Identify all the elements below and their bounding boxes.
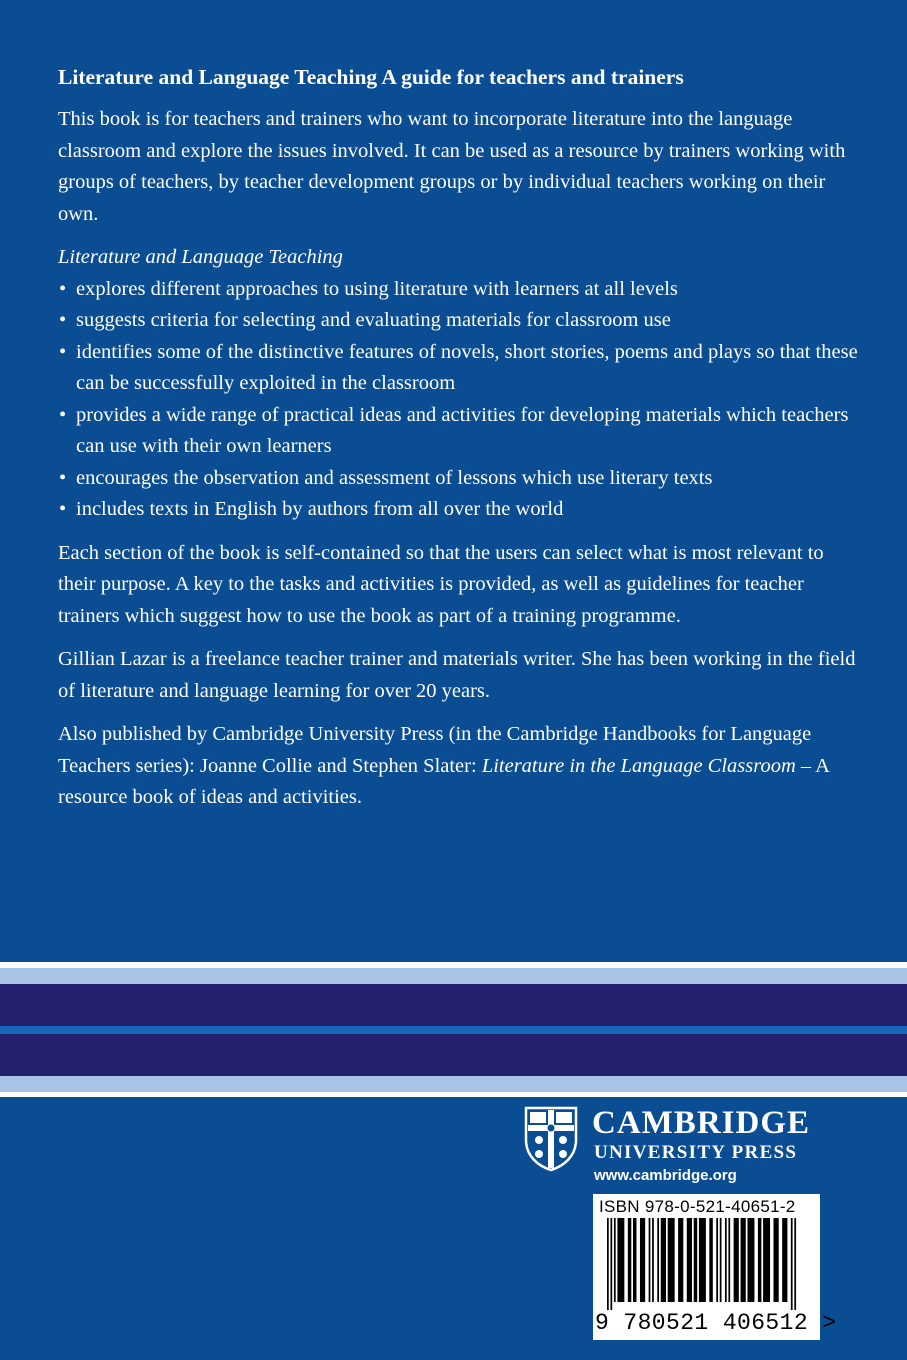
barcode-bar — [734, 1218, 739, 1302]
feature-list — [58, 274, 858, 526]
university-shield-icon — [524, 1106, 578, 1172]
isbn-barcode — [593, 1194, 837, 1340]
stripe-white — [0, 1092, 907, 1097]
feature-item: • includes texts in English by authors from all over the world — [58, 494, 858, 526]
barcode-bar — [774, 1218, 779, 1302]
barcode-bar — [728, 1218, 730, 1302]
publisher-name: CAMBRIDGE — [592, 1105, 811, 1141]
barcode-bar — [747, 1218, 754, 1302]
related-title: Literature in the Language Classroom — [481, 754, 796, 777]
barcode-bar — [716, 1218, 718, 1302]
barcode-bar — [617, 1218, 624, 1302]
barcode-bar — [649, 1218, 651, 1302]
barcode-bar — [678, 1218, 683, 1302]
blurb-text — [58, 62, 858, 826]
barcode-bar — [661, 1218, 666, 1302]
publisher-website: www.cambridge.org — [594, 1167, 737, 1184]
feature-item: • provides a wide range of practical ideas and activities for developing materials which teachers can use with their own learners — [58, 400, 858, 463]
barcode-guard-bar — [610, 1218, 612, 1310]
sections-paragraph: Each section of the book is self-contained so that the users can select what is most relevant to their purpose. A key to the tasks and activities is provided, as well as guidelines for teacher trainers which suggest how to use the book as part of a training programme. — [58, 541, 824, 627]
feature-item: • explores different approaches to using literature with learners at all levels — [58, 274, 858, 306]
feature-list-title: Literature and Language Teaching — [58, 246, 343, 268]
barcode-bar — [687, 1218, 692, 1302]
bullet-icon: • — [59, 277, 67, 300]
isbn-label: ISBN 978-0-521-40651-2 — [599, 1197, 796, 1216]
barcode-bar — [782, 1218, 787, 1302]
stripe-light — [0, 1076, 907, 1092]
feature-item: • suggests criteria for selecting and evaluating materials for classroom use — [58, 305, 858, 337]
stripe-dark — [0, 984, 907, 1026]
barcode-bar — [725, 1218, 727, 1302]
bullet-icon: • — [59, 403, 67, 426]
ean-digits: 9 780521 406512 > — [595, 1310, 837, 1336]
barcode-bars — [607, 1218, 803, 1310]
stripe-light — [0, 968, 907, 984]
barcode-bar — [709, 1218, 712, 1302]
publisher-logo — [524, 1104, 824, 1194]
author-bio: Gillian Lazar is a freelance teacher trainer and materials writer. She has been working in the field of literature and language learning for over 20 years. — [58, 648, 856, 702]
barcode-bar — [763, 1218, 770, 1302]
barcode-bar — [614, 1218, 616, 1302]
barcode-bar — [657, 1218, 659, 1302]
barcode-bar — [640, 1218, 645, 1302]
barcode-guard-bar — [791, 1218, 793, 1310]
barcode-bar — [741, 1218, 746, 1302]
bullet-icon: • — [59, 498, 67, 520]
also-published-paragraph: Also published by Cambridge University Press (in the Cambridge Handbooks for Language Teachers series): Joanne Collie and Stephen Slater: Literature in the Language Classroom – A resource book of ideas and activities. — [58, 723, 829, 808]
barcode-bar — [694, 1218, 697, 1302]
barcode-bar — [652, 1218, 654, 1302]
feature-item: • encourages the observation and assessment of lessons which use literary texts — [58, 463, 858, 495]
barcode-guard-bar — [607, 1218, 609, 1310]
publisher-subname: UNIVERSITY PRESS — [594, 1142, 798, 1163]
barcode-bar — [633, 1218, 636, 1302]
barcode-bar — [668, 1218, 675, 1302]
blurb-heading: Literature and Language Teaching A guide for teachers and trainers — [58, 65, 684, 89]
intro-paragraph: This book is for teachers and trainers who want to incorporate literature into the language classroom and explore the issues involved. It can be used as a resource by trainers working with groups of teachers, by teacher development groups or by individual teachers working on their own. — [58, 108, 846, 225]
bullet-icon: • — [59, 340, 67, 363]
barcode-guard-bar — [794, 1218, 796, 1310]
feature-item: • identifies some of the distinctive features of novels, short stories, poems and plays so that these can be successfully exploited in the classroom — [58, 337, 858, 400]
bullet-icon: • — [59, 309, 67, 331]
barcode-bar — [758, 1218, 761, 1302]
stripe-dark — [0, 1034, 907, 1076]
bullet-icon: • — [59, 466, 67, 489]
barcode-bar — [628, 1218, 631, 1302]
barcode-bar — [720, 1218, 722, 1302]
stripe-mid-blue — [0, 1026, 907, 1034]
barcode-bar — [699, 1218, 706, 1302]
